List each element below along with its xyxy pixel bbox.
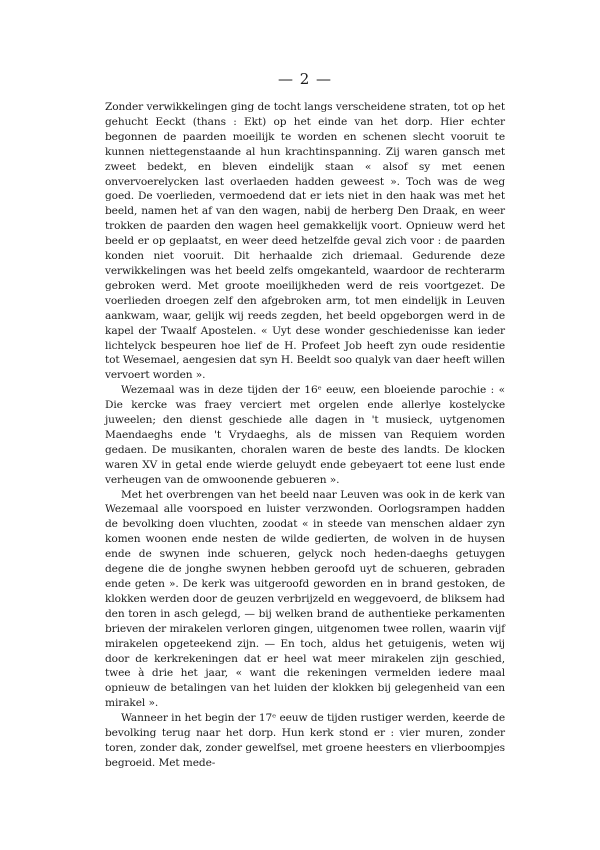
paragraph-1: Zonder verwikkelingen ging de tocht langs verscheidene straten, tot op het gehucht Eeckt (thans : Ekt) op het einde van het dorp. Hier echter begonnen de paarden moeilijk te worden en schenen slecht vooruit te kunnen niettegenstaande al hun krachtinspanning. Zij waren gansch met zweet bedekt, en bleven eindelijk staan « alsof sy met eenen onvervoerelycken last overlaeden hadden geweest ». Toch was de weg goed. De voerlieden, vermoedend dat er iets niet in den haak was met het beeld, namen het af van den wagen, nabij de herberg Den Draak, en weer trokken de paarden den wagen heel gemakkelijk voort. Opnieuw werd het beeld er op geplaatst, en weer deed hetzelfde geval zich voor : de paarden konden niet vooruit. Dit herhaalde zich driemaal. Gedurende deze verwikkelingen was het beeld zelfs omgekanteld, waardoor de rechterarm gebroken werd. Met groote moeilijkheden werd de reis voortgezet. De voerlieden droegen zelf den afgebroken arm, tot men eindelijk in Leuven aankwam, waar, gelijk wij reeds zegden, het beeld opgeborgen werd in de kapel der Twaalf Apostelen. « Uyt dese wonder geschiedenisse kan ieder lichtelyck bespeuren hoe lief de H. Profeet Job heeft zyn oude residentie tot Wesemael, aengesien dat syn H. Beeldt soo qualyk van daer heeft willen vervoert worden ».	[105, 101, 505, 382]
paragraph-4: Wanneer in het begin der 17ᵉ eeuw de tijden rustiger werden, keerde de bevolking terug naar het dorp. Hun kerk stond er : vier muren, zonder toren, zonder dak, zonder gewelfsel, met groene heesters en vlierboompjes begroeid. Met mede-	[105, 712, 505, 769]
document-page	[105, 70, 505, 771]
paragraph-3: Met het overbrengen van het beeld naar Leuven was ook in de kerk van Wezemaal alle voorspoed en luister verzwonden. Oorlogsrampen hadden de bevolking doen vluchten, zoodat « in steede van menschen aldaer zyn komen woonen ende nesten de wilde gedierten, de wolven in de huysen ende de swynen inde schueren, gelyck noch heden-daeghs getuygen degene die de jonghe swynen hebben geroofd uyt de schueren, gebraden ende geten ». De kerk was uitgeroofd geworden en in brand gestoken, de klokken werden door de geuzen verbrijzeld en weggevoerd, de bliksem had den toren in asch gelegd, — bij welken brand de authentieke perkamenten brieven der mirakelen verloren gingen, uitgenomen twee rollen, waarin vijf mirakelen opgeteekend zijn. — En toch, aldus het getuigenis, weten wij door de kerkrekeningen dat er heel wat meer mirakelen zijn geschied, twee à drie het jaar, « want die rekeningen vermelden iedere maal opnieuw de betalingen van het luiden der klokken bij gelegenheid van een mirakel ».	[105, 488, 505, 710]
page-number: — 2 —	[277, 70, 333, 88]
paragraph-2: Wezemaal was in deze tijden der 16ᵉ eeuw, een bloeiende parochie : « Die kercke was fraey verciert met orgelen ende allerlye kostelycke juweelen; den dienst geschiede alle dagen in 't musieck, uytgenomen Maendaeghs ende 't Vrydaeghs, als de missen van Requiem worden gedaen. De musikanten, choralen waren de beste des landts. De klocken waren XV in getal ende wierde geluydt ende gebeyaert tot eene lust ende verheugen van de omwoonende gebueren ».	[105, 384, 505, 486]
